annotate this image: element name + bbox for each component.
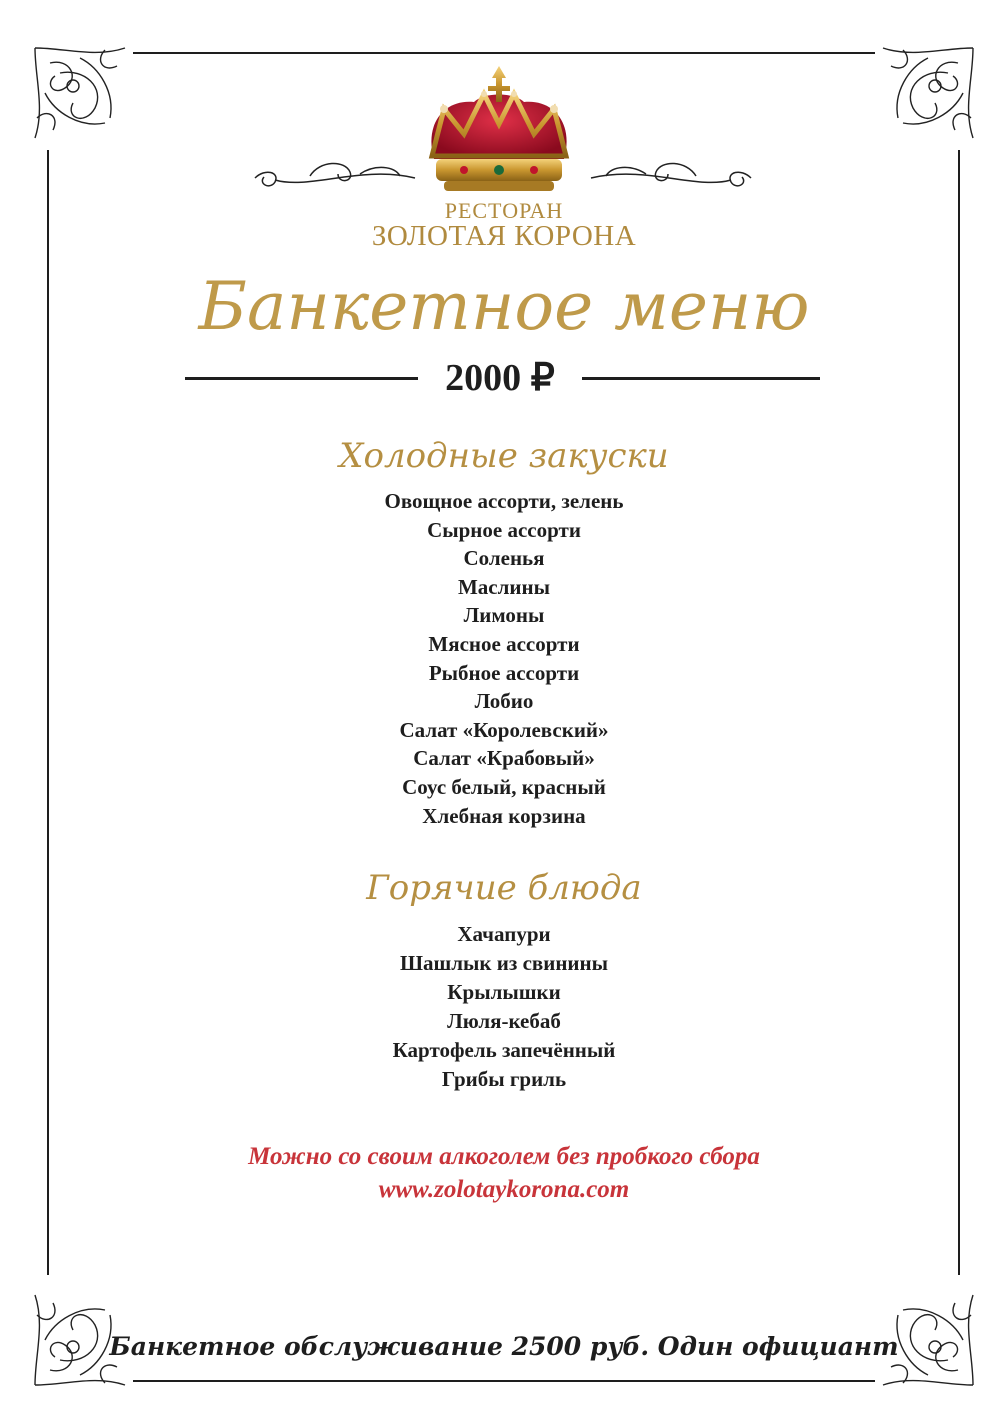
- section-title-cold: Холодные закуски: [339, 436, 669, 476]
- menu-price: 2000 ₽: [445, 357, 555, 399]
- corner-ornament-icon: [863, 38, 983, 158]
- brand-subtitle: РЕСТОРАН: [444, 198, 564, 223]
- website-link[interactable]: www.zolotaykorona.com: [378, 1176, 630, 1203]
- list-item: Мясное ассорти: [428, 631, 580, 656]
- list-item: Люля-кебаб: [447, 1009, 561, 1033]
- price-divider-right: [582, 377, 820, 380]
- list-item: Хачапури: [457, 922, 551, 946]
- list-item: Лобио: [474, 689, 534, 714]
- list-item: Картофель запечённый: [392, 1038, 616, 1062]
- list-item: Лимоны: [463, 603, 545, 628]
- list-item: Сырное ассорти: [427, 517, 581, 542]
- price-divider-left: [185, 377, 418, 380]
- flourish-icon: [586, 150, 756, 200]
- list-item: Салат «Крабовый»: [413, 746, 595, 771]
- frame-bottom-line: [133, 1380, 875, 1382]
- list-item: Рыбное ассорти: [428, 660, 580, 685]
- brand-name: ЗОЛОТАЯ КОРОНА: [371, 220, 637, 252]
- page-title: Банкетное меню: [198, 268, 810, 345]
- service-footer: Банкетное обслуживание 2500 руб. Один официант: [109, 1332, 899, 1361]
- list-item: Салат «Королевский»: [399, 717, 609, 742]
- list-item: Маслины: [457, 574, 551, 599]
- flourish-icon: [250, 150, 420, 200]
- crown-logo-icon: [414, 64, 584, 199]
- cold-appetizers-list: [0, 487, 1008, 830]
- list-item: Хлебная корзина: [422, 803, 586, 828]
- list-item: Овощное ассорти, зелень: [384, 489, 624, 513]
- list-item: Грибы гриль: [441, 1067, 567, 1091]
- section-title-hot: Горячие блюда: [366, 868, 642, 908]
- hot-dishes-list: [0, 920, 1008, 1094]
- list-item: Соус белый, красный: [402, 774, 606, 799]
- list-item: Крылышки: [447, 980, 561, 1004]
- corner-ornament-icon: [25, 38, 145, 158]
- frame-top-line: [133, 52, 875, 54]
- list-item: Шашлык из свинины: [399, 951, 609, 975]
- alcohol-note: Можно со своим алкоголем без пробкого сбора: [248, 1143, 760, 1170]
- list-item: Соленья: [463, 546, 545, 571]
